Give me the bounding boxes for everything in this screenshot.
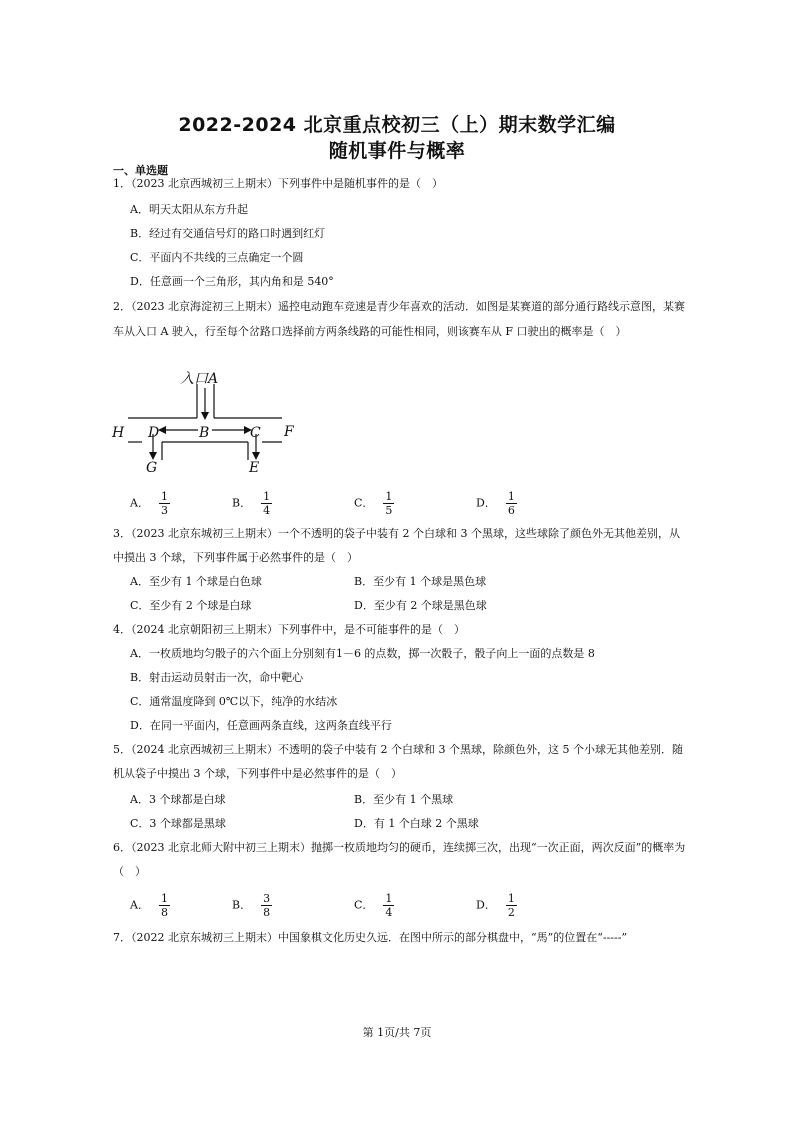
label-e: E	[249, 460, 260, 476]
q6-option-d: D． $\frac{1}{2}$	[476, 892, 515, 919]
q4-option-d: D．在同一平面内，任意画两条直线，这两条直线平行	[130, 719, 392, 732]
section-heading: 一、单选题	[113, 164, 168, 177]
q3-option-a: A．至少有 1 个球是白色球	[130, 575, 262, 588]
q5-option-b: B．至少有 1 个黑球	[354, 793, 454, 806]
question-2-text: 2．（2023 北京海淀初三上期末）遥控电动跑车竞速是青少年喜欢的活动．如图是某赛道的部分通行路线示意图，某赛车从入口 A 驶入，行至每个岔路口选择前方两条线路的可能性相同，则该赛车从 F 口驶出的概率是（ ）	[113, 300, 685, 338]
question-6-text: 6．（2023 北京北师大附中初三上期末）抛掷一枚质地均匀的硬币，连续掷三次，出现“一次正面，两次反面”的概率为（ ）	[113, 841, 686, 878]
label-f: F	[284, 424, 294, 440]
q3-option-c: C．至少有 2 个球是白球	[130, 599, 252, 612]
q2-option-b: B． $\frac{1}{4}$	[232, 490, 271, 517]
q5-option-c: C．3 个球都是黑球	[130, 817, 226, 830]
label-g: G	[146, 460, 158, 476]
q1-option-d: D．任意画一个三角形，其内角和是 540°	[130, 275, 334, 288]
document-subtitle: 随机事件与概率	[328, 140, 466, 162]
label-c: C	[250, 425, 261, 441]
question-1-text: 1．（2023 北京西城初三上期末）下列事件中是随机事件的是（ ）	[113, 177, 443, 190]
document-title: 2022-2024 北京重点校初三（上）期末数学汇编	[178, 114, 616, 136]
q3-option-b: B．至少有 1 个球是黑色球	[354, 575, 487, 588]
q4-option-a: A．一枚质地均匀骰子的六个面上分别刻有1－6 的点数，掷一次骰子，骰子向上一面的点数是 8	[130, 647, 595, 660]
q6-option-c: C． $\frac{1}{4}$	[354, 892, 393, 919]
label-d: D	[148, 425, 160, 441]
q2-option-d: D． $\frac{1}{6}$	[476, 490, 515, 517]
label-h: H	[112, 425, 125, 441]
question-3-text: 3．（2023 北京东城初三上期末）一个不透明的袋子中装有 2 个白球和 3 个黑球，这些球除了颜色外无其他差别，从中摸出 3 个球，下列事件属于必然事件的是（ ）	[113, 527, 680, 564]
page-footer: 第 1页/共 7页	[362, 1026, 432, 1039]
label-b: B	[199, 425, 210, 441]
q1-option-a: A．明天太阳从东方升起	[130, 203, 248, 216]
question-4-text: 4．（2024 北京朝阳初三上期末）下列事件中，是不可能事件的是（ ）	[113, 623, 465, 636]
q5-option-d: D．有 1 个白球 2 个黑球	[354, 817, 479, 830]
q1-option-c: C．平面内不共线的三点确定一个圆	[130, 251, 304, 264]
q3-option-d: D．至少有 2 个球是黑色球	[354, 599, 487, 612]
question-7-text: 7．（2022 北京东城初三上期末）中国象棋文化历史久远．在图中所示的部分棋盘中，“馬”的位置在“-----”	[113, 931, 628, 944]
q2-option-a: A． $\frac{1}{3}$	[130, 490, 168, 517]
q1-option-b: B．经过有交通信号灯的路口时遇到红灯	[130, 227, 326, 240]
q2-option-c: C． $\frac{1}{5}$	[354, 490, 393, 517]
race-track-diagram	[108, 366, 308, 478]
label-entry-a: 入口A	[180, 371, 219, 387]
q6-option-a: A． $\frac{1}{8}$	[130, 892, 168, 919]
q6-option-b: B． $\frac{3}{8}$	[232, 892, 271, 919]
question-5-text: 5．（2024 北京西城初三上期末）不透明的袋子中装有 2 个白球和 3 个黑球，除颜色外，这 5 个小球无其他差别．随机从袋子中摸出 3 个球，下列事件中是必然事件的是（ ）	[113, 743, 683, 780]
q4-option-c: C．通常温度降到 0℃以下，纯净的水结冰	[130, 695, 338, 708]
q5-option-a: A．3 个球都是白球	[130, 793, 226, 806]
q4-option-b: B．射击运动员射击一次，命中靶心	[130, 671, 304, 684]
